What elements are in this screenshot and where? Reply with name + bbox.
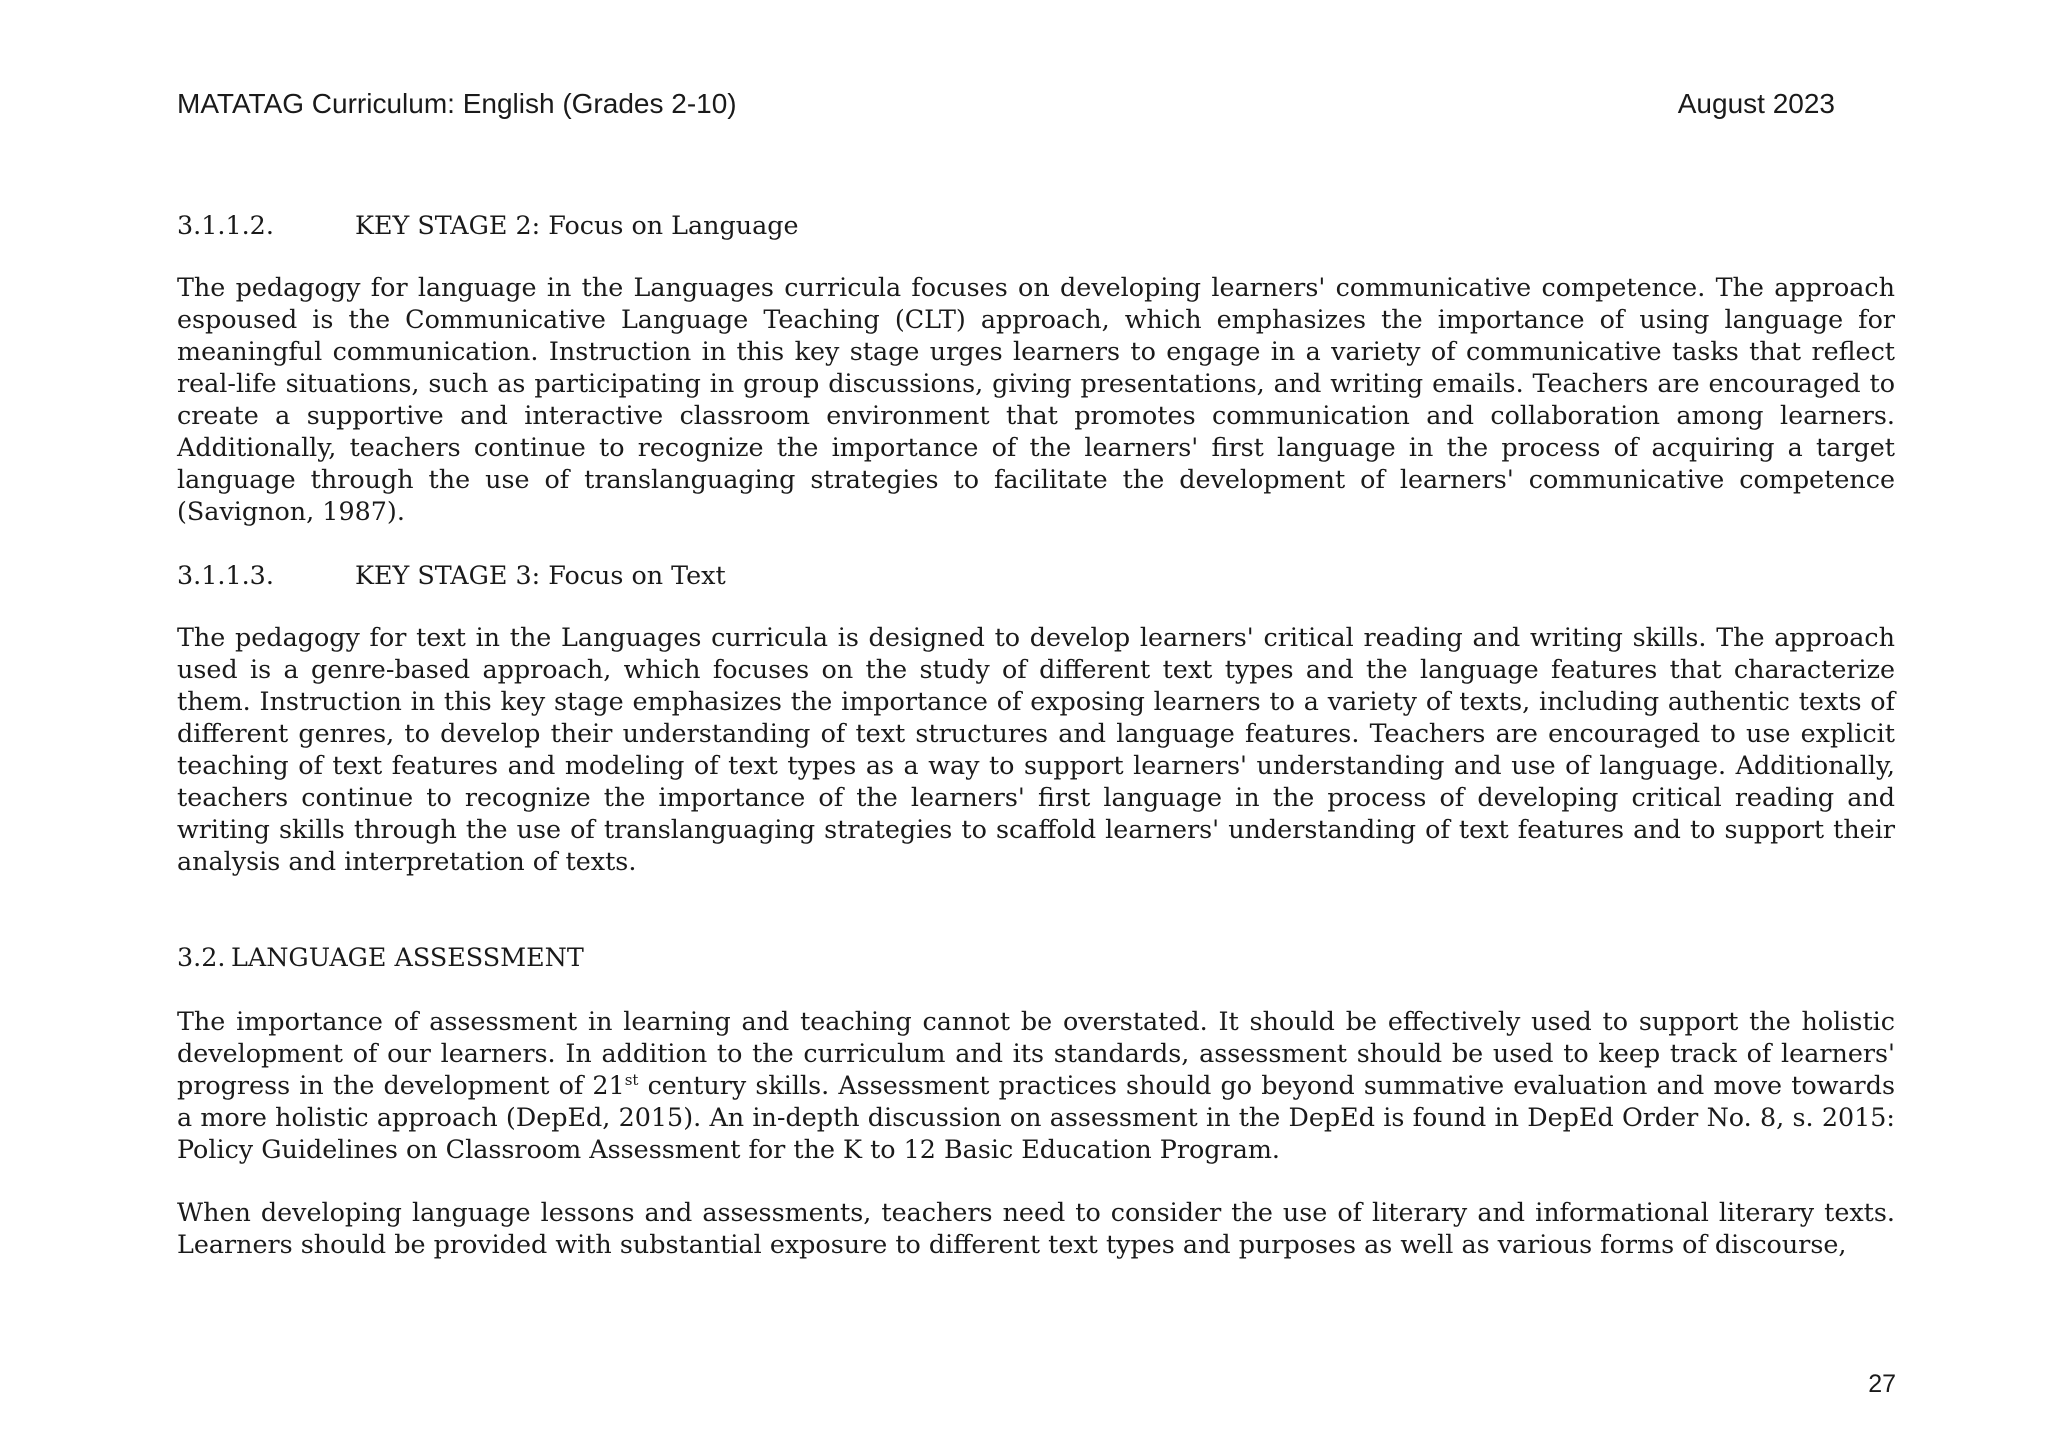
section-number: 3.1.1.2. (177, 210, 274, 240)
document-title: MATATAG Curriculum: English (Grades 2-10) (177, 88, 737, 119)
section-number: 3.1.1.3. (177, 560, 274, 590)
document-date: August 2023 (1677, 88, 1835, 119)
section-heading-key-stage-3 (177, 559, 726, 591)
section-title: KEY STAGE 2: Focus on Language (355, 210, 799, 240)
paragraph-text-part: century skills. Assessment practices should go beyond summative evaluation and move towards a more holistic approach (DepEd, 2015). An in-depth discussion on assessment in the DepEd is found in DepEd Order No. 8, s. 2015: Policy Guidelines on Classroom Assessment for the K to 12 Basic Education Program. (177, 1070, 1895, 1164)
paragraph-key-stage-2: The pedagogy for language in the Languages curricula focuses on developing learners' communicative competence. The approach espoused is the Communicative Language Teaching (CLT) approach, which emphasizes the importance of using language for meaningful communication. Instruction in this key stage urges learners to engage in a variety of communicative tasks that reflect real-life situations, such as participating in group discussions, giving presentations, and writing emails. Teachers are encouraged to create a supportive and interactive classroom environment that promotes communication and collaboration among learners. Additionally, teachers continue to recognize the importance of the learners' first language in the process of acquiring a target language through the use of translanguaging strategies to facilitate the development of learners' communicative competence (Savignon, 1987). (177, 272, 1895, 526)
section-heading-key-stage-2 (177, 209, 799, 241)
section-title: LANGUAGE ASSESSMENT (231, 942, 584, 972)
section-number: 3.2. (177, 942, 226, 972)
section-title: KEY STAGE 3: Focus on Text (355, 560, 726, 590)
paragraph-assessment-importance (177, 1005, 1895, 1165)
page-header (177, 88, 1835, 124)
paragraph-key-stage-3: The pedagogy for text in the Languages curricula is designed to develop learners' critical reading and writing skills. The approach used is a genre-based approach, which focuses on the study of different text types and the language features that characterize them. Instruction in this key stage emphasizes the importance of exposing learners to a variety of texts, including authentic texts of different genres, to develop their understanding of text structures and language features. Teachers are encouraged to use explicit teaching of text features and modeling of text types as a way to support learners' understanding and use of language. Additionally, teachers continue to recognize the importance of the learners' first language in the process of developing critical reading and writing skills through the use of translanguaging strategies to scaffold learners' understanding of text features and to support their analysis and interpretation of texts. (177, 622, 1895, 876)
paragraph-text-part: The importance of assessment in learning and teaching cannot be overstated. It should be effectively used to support the holistic development of our learners. In addition to the curriculum and its standards, assessment should be used to keep track of learners' progress in the development of 21 (177, 1006, 1895, 1100)
paragraph-assessment-texts: When developing language lessons and assessments, teachers need to consider the use of literary and informational literary texts. Learners should be provided with substantial exposure to different text types and purposes as well as various forms of discourse, (177, 1197, 1895, 1259)
page-number: 27 (1868, 1370, 1896, 1398)
ordinal-suffix: st (624, 1071, 639, 1089)
section-heading-language-assessment (177, 941, 584, 973)
